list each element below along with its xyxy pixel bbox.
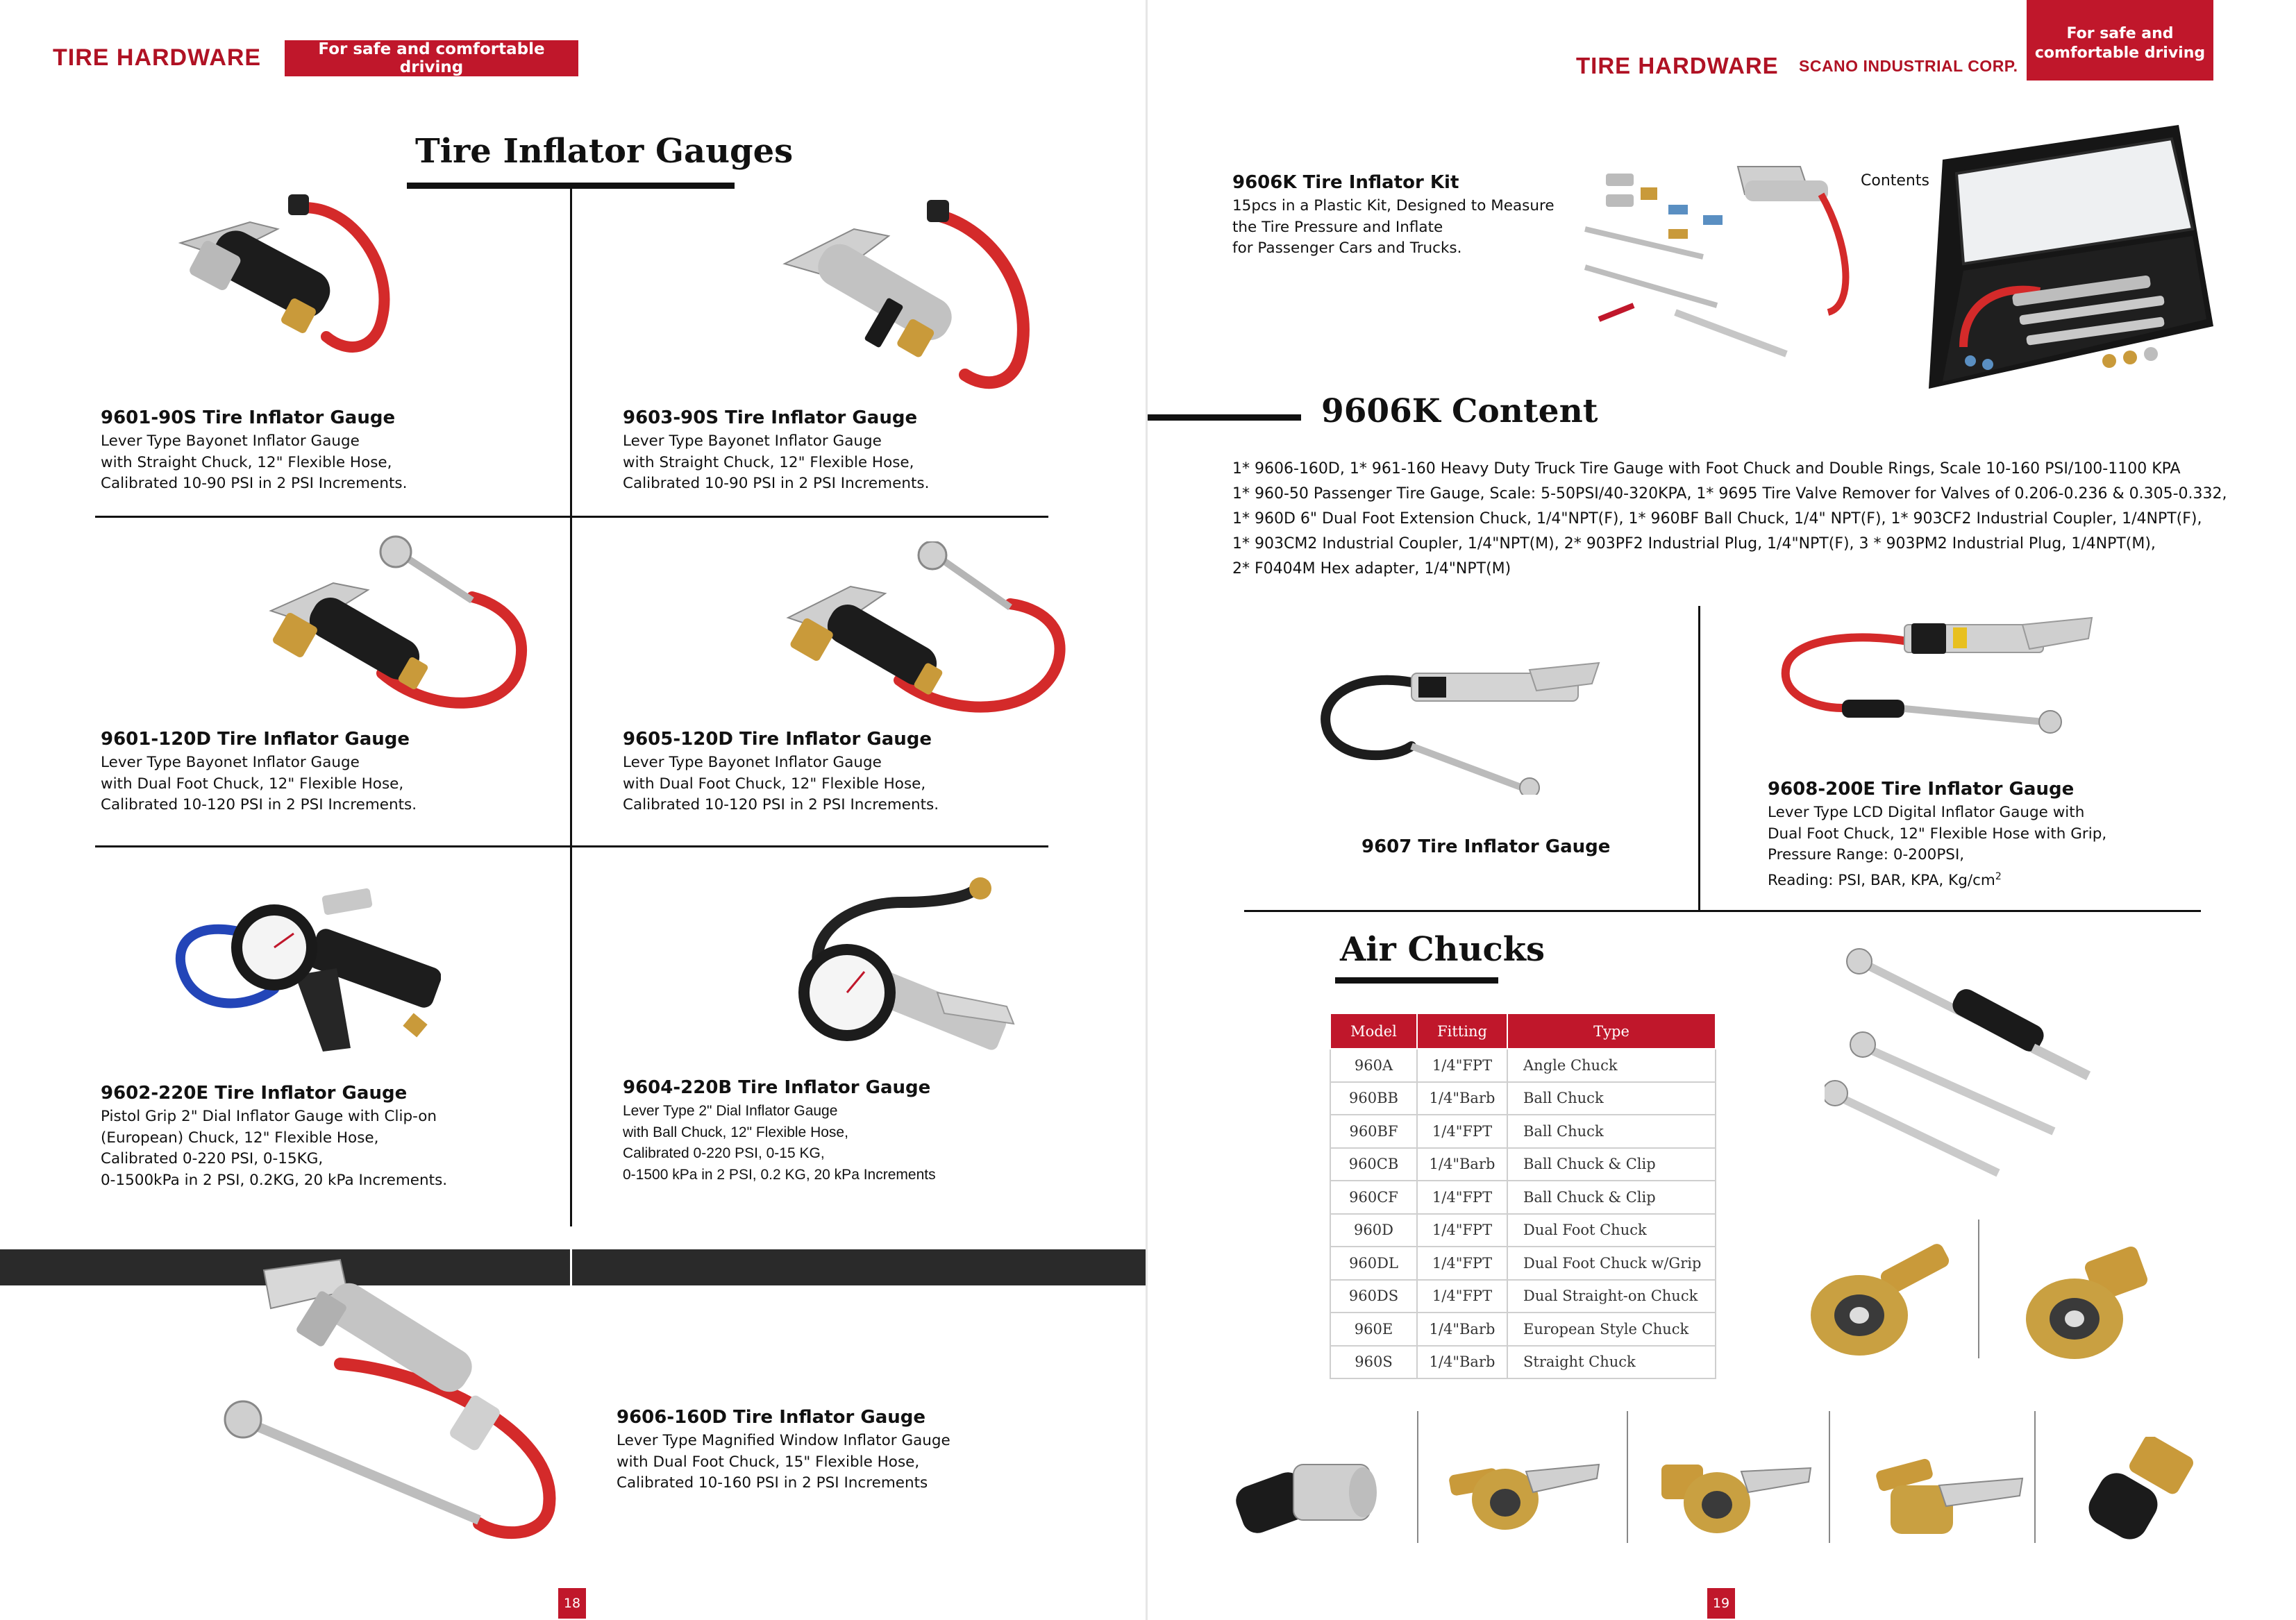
product-desc-line: Calibrated 10-120 PSI in 2 PSI Increments. [101,796,417,813]
table-row [1330,1148,1716,1181]
gauge-9602-220e-image [170,878,441,1079]
chuck-divider [1978,1220,1979,1358]
product-desc-line: with Straight Chuck, 12" Flexible Hose, [101,453,392,471]
product-desc-line: Calibrated 10-160 PSI in 2 PSI Increments [617,1474,928,1492]
type-cell: Dual Foot Chuck [1507,1214,1716,1247]
gauge-9608-description [1768,779,2106,891]
model-cell: 960CB [1330,1148,1417,1181]
european-chuck-image [1863,1437,2029,1548]
product-9601-90s [101,407,407,495]
fitting-cell: 1/4"FPT [1417,1115,1507,1148]
product-desc-line: (European) Chuck, 12" Flexible Hose, [101,1129,379,1147]
tagline-badge: For safe and comfortable driving [285,40,578,76]
model-cell: 960S [1330,1346,1417,1379]
type-cell: Dual Straight-on Chuck [1507,1280,1716,1313]
page-number: 19 [1707,1588,1735,1619]
product-desc-line: Calibrated 0-220 PSI, 0-15 KG, [623,1145,825,1161]
table-row [1330,1280,1716,1313]
gauge-9607-title: 9607 Tire Inflator Gauge [1361,836,1611,857]
content-line: 1* 9606-160D, 1* 961-160 Heavy Duty Truck Tire Gauge with Foot Chuck and Double Rings, Scale 10-160 PSI/100-1100 KPA [1232,460,2181,478]
product-9604-220b [623,1077,936,1186]
product-desc-line: Lever Type Magnified Window Inflator Gauge [617,1432,950,1449]
model-cell: 960A [1330,1049,1417,1082]
company-name: SCANO INDUSTRIAL CORP. [1799,57,2018,75]
table-row [1330,1049,1716,1082]
tagline-line: For safe and [2066,25,2174,42]
product-desc-line: Calibrated 10-120 PSI in 2 PSI Increments. [623,796,939,813]
chuck-row-divider [2034,1411,2036,1543]
model-cell: 960DS [1330,1280,1417,1313]
model-cell: 960CF [1330,1181,1417,1214]
gauge-9606-160d-image [201,1253,576,1544]
gauge-vertical-divider [1698,606,1700,911]
section-title: Tire Inflator Gauges [415,132,794,171]
gauge-bottom-rule [1244,910,2201,912]
table-row [1330,1313,1716,1346]
grid-row-divider [95,845,1048,847]
table-row [1330,1082,1716,1115]
product-title: 9605-120D Tire Inflator Gauge [623,729,932,750]
type-cell: Straight Chuck [1507,1346,1716,1379]
product-desc-line: with Dual Foot Chuck, 15" Flexible Hose, [617,1453,920,1471]
product-title: 9603-90S Tire Inflator Gauge [623,407,918,428]
table-row [1330,1346,1716,1379]
column-header-fitting: Fitting [1417,1013,1507,1049]
fitting-cell: 1/4"Barb [1417,1346,1507,1379]
fitting-cell: 1/4"FPT [1417,1049,1507,1082]
type-cell: Ball Chuck & Clip [1507,1148,1716,1181]
product-desc-line: with Dual Foot Chuck, 12" Flexible Hose, [623,775,926,793]
gauge-9608-image [1773,611,2099,750]
gauge-9604-220b-image [785,875,1021,1076]
grid-vertical-divider [570,189,572,1226]
product-desc-line: 0-1500 kPa in 2 PSI, 0.2 KG, 20 kPa Increments [623,1166,936,1183]
product-desc-line: Lever Type Bayonet Inflator Gauge [101,432,360,450]
kit-case-image [1901,118,2220,416]
column-header-model: Model [1330,1013,1417,1049]
kit-title: 9606K Tire Inflator Kit [1232,172,1459,193]
type-cell: Ball Chuck [1507,1082,1716,1115]
gauge-9608-desc-line: Dual Foot Chuck, 12" Flexible Hose with Grip, [1768,825,2107,843]
product-title: 9602-220E Tire Inflator Gauge [101,1083,408,1104]
fitting-cell: 1/4"FPT [1417,1247,1507,1280]
model-cell: 960BF [1330,1115,1417,1148]
fitting-cell: 1/4"Barb [1417,1148,1507,1181]
ball-chuck-clip-fpt-image [1654,1444,1821,1548]
ball-chuck-clip-barb-image [1443,1444,1609,1548]
dual-foot-chucks-image [1825,937,2137,1187]
product-9606-160d [617,1407,950,1494]
fitting-cell: 1/4"FPT [1417,1280,1507,1313]
left-page [0,0,1146,1620]
product-desc-line: Lever Type Bayonet Inflator Gauge [623,432,882,450]
chuck-row-divider [1417,1411,1418,1543]
brand-title: TIRE HARDWARE [53,44,262,71]
product-9605-120d [623,729,939,816]
air-chucks-underline [1335,977,1498,984]
table-header-row [1330,1013,1716,1049]
reading-text: Reading: PSI, BAR, KPA, Kg/cm [1768,871,1995,889]
product-desc-line: Calibrated 0-220 PSI, 0-15KG, [101,1150,324,1167]
chuck-row-divider [1829,1411,1830,1543]
angle-chuck-image [1224,1444,1391,1548]
content-section-title: 9606K Content [1321,392,1598,430]
fitting-cell: 1/4"Barb [1417,1313,1507,1346]
model-cell: 960DL [1330,1247,1417,1280]
table-row [1330,1247,1716,1280]
product-desc-line: Lever Type Bayonet Inflator Gauge [623,754,882,771]
type-cell: Ball Chuck & Clip [1507,1181,1716,1214]
model-cell: 960BB [1330,1082,1417,1115]
product-desc-line: Lever Type 2" Dial Inflator Gauge [623,1103,838,1119]
product-title: 9601-90S Tire Inflator Gauge [101,407,396,428]
title-underline [407,183,735,189]
content-line: 2* F0404M Hex adapter, 1/4"NPT(M) [1232,560,1511,577]
type-cell: Dual Foot Chuck w/Grip [1507,1247,1716,1280]
right-page [1148,0,2296,1620]
product-desc-line: Calibrated 10-90 PSI in 2 PSI Increments. [101,475,408,492]
product-desc-line: 0-1500kPa in 2 PSI, 0.2KG, 20 kPa Increments. [101,1171,448,1189]
table-row [1330,1181,1716,1214]
product-desc-line: Pistol Grip 2" Dial Inflator Gauge with Clip-on [101,1108,437,1125]
product-desc-line: with Straight Chuck, 12" Flexible Hose, [623,453,914,471]
gauge-9608-title: 9608-200E Tire Inflator Gauge [1768,779,2075,800]
kit-description [1232,172,1555,260]
table-row [1330,1115,1716,1148]
contents-label: Contents [1861,172,1929,189]
product-9603-90s [623,407,929,495]
kit-desc-line: 15pcs in a Plastic Kit, Designed to Measure [1232,197,1555,214]
gauge-9601-90s-image [153,180,410,368]
gauge-9608-desc-line: Pressure Range: 0-200PSI, [1768,846,1965,863]
brand-title: TIRE HARDWARE [1576,53,1779,78]
gauge-9608-reading-line [1768,866,2106,892]
type-cell: Angle Chuck [1507,1049,1716,1082]
content-line: 1* 960D 6" Dual Foot Extension Chuck, 1/4"NPT(F), 1* 960BF Ball Chuck, 1/4" NPT(F), 1* 903CF2 Industrial Coupler, 1/4NPT(F), [1232,510,2202,528]
reading-superscript: 2 [1995,870,2002,882]
kit-desc-line: for Passenger Cars and Trucks. [1232,239,1462,257]
model-cell: 960E [1330,1313,1417,1346]
product-desc-line: Lever Type Bayonet Inflator Gauge [101,754,360,771]
table-row [1330,1214,1716,1247]
type-cell: European Style Chuck [1507,1313,1716,1346]
content-line: 1* 960-50 Passenger Tire Gauge, Scale: 5-50PSI/40-320KPA, 1* 9695 Tire Valve Remover for Valves of 0.206-0.236 & 0.305-0.332, [1232,485,2227,503]
column-header-type: Type [1507,1013,1716,1049]
product-desc-line: with Dual Foot Chuck, 12" Flexible Hose, [101,775,404,793]
kit-parts-image [1578,139,1856,368]
content-line: 1* 903CM2 Industrial Coupler, 1/4"NPT(M), 2* 903PF2 Industrial Plug, 1/4"NPT(F), 3 * 903PM2 Industrial Plug, 1/4NPT(M), [1232,535,2156,552]
content-heading-rule [1148,414,1301,421]
grid-row-divider [95,516,1048,518]
tagline-line: comfortable driving [2034,44,2206,62]
gauge-9608-desc-line: Lever Type LCD Digital Inflator Gauge with [1768,804,2085,821]
air-chucks-table [1330,1013,1716,1379]
product-title: 9606-160D Tire Inflator Gauge [617,1407,926,1428]
type-cell: Ball Chuck [1507,1115,1716,1148]
fitting-cell: 1/4"Barb [1417,1082,1507,1115]
kit-desc-line: the Tire Pressure and Inflate [1232,218,1443,236]
ball-chuck-barb-image [1804,1242,1963,1360]
product-9602-220e [101,1083,447,1191]
chuck-row-divider [1627,1411,1628,1543]
air-chucks-title: Air Chucks [1340,930,1545,969]
product-desc-line: Calibrated 10-90 PSI in 2 PSI Increments. [623,475,930,492]
product-desc-line: with Ball Chuck, 12" Flexible Hose, [623,1124,848,1140]
ball-chuck-fpt-image [2019,1246,2158,1364]
model-cell: 960D [1330,1214,1417,1247]
gauge-9603-90s-image [771,187,1048,403]
straight-chuck-image [2078,1437,2203,1548]
product-title: 9601-120D Tire Inflator Gauge [101,729,410,750]
gauge-9601-120d-image [264,534,542,736]
page-number: 18 [558,1588,586,1619]
gauge-9605-120d-image [781,541,1073,736]
gauge-9607-image [1314,656,1606,795]
tagline-badge [2027,0,2213,81]
product-9601-120d [101,729,417,816]
product-title: 9604-220B Tire Inflator Gauge [623,1077,931,1098]
fitting-cell: 1/4"FPT [1417,1181,1507,1214]
fitting-cell: 1/4"FPT [1417,1214,1507,1247]
